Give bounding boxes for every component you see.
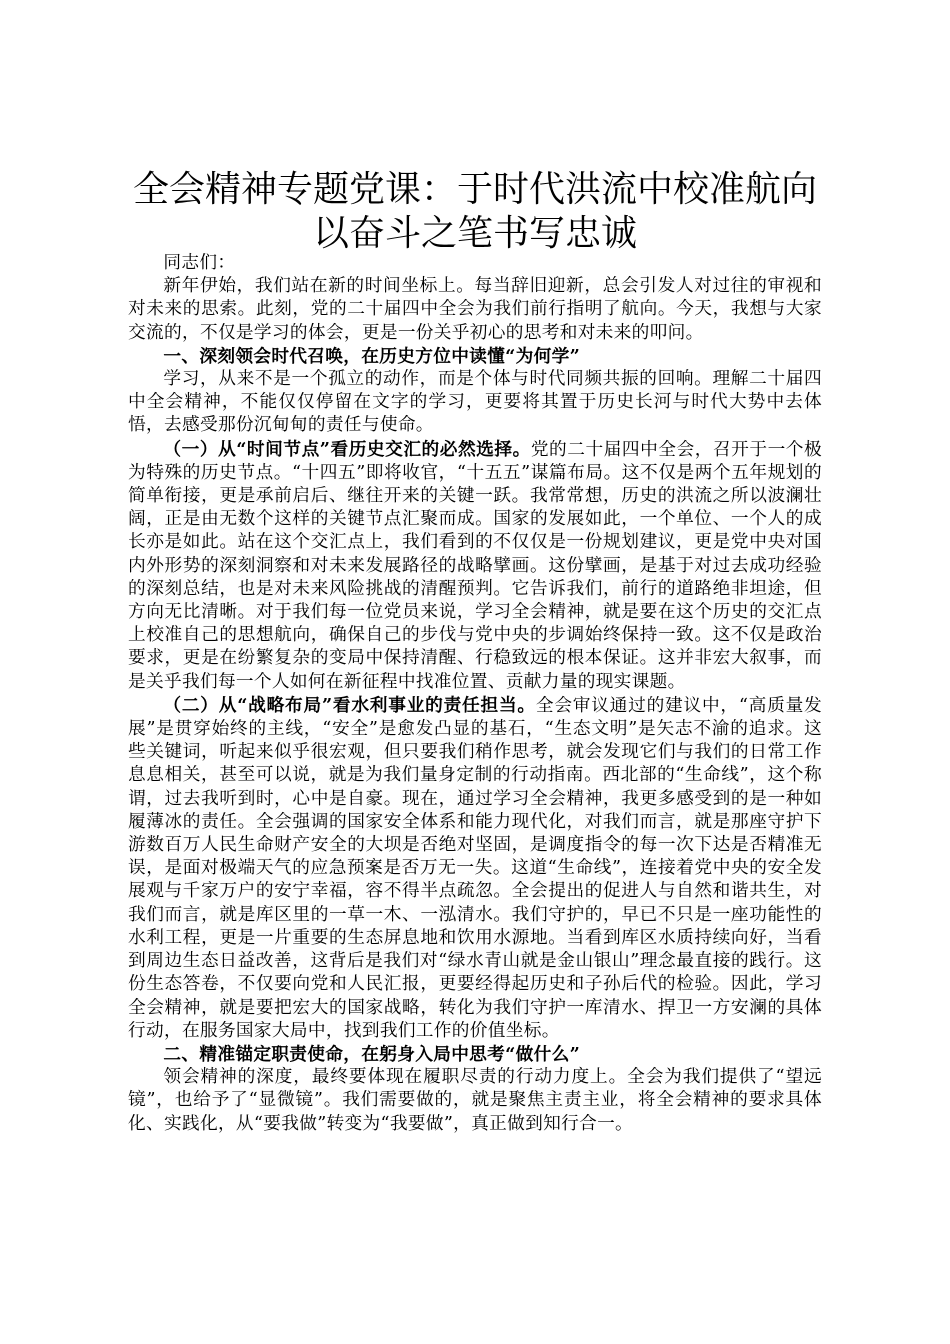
section-1-paragraph: 学习，从来不是一个孤立的动作，而是个体与时代同频共振的回响。理解二十届四中全会精神，不能仅仅停留在文字的学习，更要将其置于历史长河与时代大势中去体悟，去感受那份沉甸甸的责任与使命。: [128, 369, 822, 436]
document-title: [100, 168, 850, 256]
title-line-1: 全会精神专题党课：于时代洪流中校准航向: [132, 169, 817, 210]
document-body: [128, 252, 822, 1136]
subsection-1-paragraph: [128, 438, 822, 694]
section-heading-1: 一、深刻领会时代召唤，在历史方位中读懂“为何学”: [163, 345, 581, 367]
intro-paragraph: 新年伊始，我们站在新的时间坐标上。每当辞旧迎新，总会引发人对过往的审视和对未来的思索。此刻，党的二十届四中全会为我们前行指明了航向。今天，我想与大家交流的，不仅是学习的体会，更是一份关乎初心的思考和对未来的叩问。: [128, 276, 822, 343]
subsection-2-paragraph: [128, 694, 822, 1043]
subsection-2-text: 全会审议通过的建议中，“高质量发展”是贯穿始终的主线，“安全”是愈发凸显的基石，“生态文明”是矢志不渝的追求。这些关键词，听起来似乎很宏观，但只要我们稍作思考，就会发现它们与我们的日常工作息息相关，甚至可以说，就是为我们量身定制的行动指南。西北部的“生命线”，这个称谓，过去我听到时，心中是自豪。现在，通过学习全会精神，我更多感受到的是一种如履薄冰的责任。全会强调的国家安全体系和能力现代化，对我们而言，就是那座守护下游数百万人民生命财产安全的大坝是否绝对坚固，是调度指令的每一次下达是否精准无误，是面对极端天气的应急预案是否万无一失。这道“生命线”，连接着党中央的安全发展观与千家万户的安宁幸福，容不得半点疏忽。全会提出的促进人与自然和谐共生，对我们而言，就是库区里的一草一木、一泓清水。我们守护的，早已不只是一座功能性的水利工程，更是一片重要的生态屏息地和饮用水源地。当看到库区水质持续向好，当看到周边生态日益改善，这背后是我们对“绿水青山就是金山银山”理念最直接的践行。这份生态答卷，不仅要向党和人民汇报，更要经得起历史和子孙后代的检验。因此，学习全会精神，就是要把宏大的国家战略，转化为我们守护一库清水、捍卫一方安澜的具体行动，在服务国家大局中，找到我们工作的价值坐标。: [128, 695, 823, 1041]
subsection-1-text: 党的二十届四中全会，召开于一个极为特殊的历史节点。“十四五”即将收官，“十五五”谋篇布局。这不仅是两个五年规划的简单衔接，更是承前启后、继往开来的关键一跃。我常常想，历史的洪流之所以波澜壮阔，正是由无数个这样的关键节点汇聚而成。国家的发展如此，一个单位、一个人的成长亦是如此。站在这个交汇点上，我们看到的不仅仅是一份规划建议，更是党中央对国内外形势的深刻洞察和对未来发展路径的战略擘画。这份擘画，是基于对过去成功经验的深刻总结，也是对未来风险挑战的清醒预判。它告诉我们，前行的道路绝非坦途，但方向无比清晰。对于我们每一位党员来说，学习全会精神，就是要在这个历史的交汇点上校准自己的思想航向，确保自己的步伐与党中央的步调始终保持一致。这不仅是政治要求，更是在纷繁复杂的变局中保持清醒、行稳致远的根本保证。这并非宏大叙事，而是关乎我们每一个人如何在新征程中找准位置、贡献力量的现实课题。: [128, 439, 822, 692]
subsection-2-lead: （二）从“战略布局”看水利事业的责任担当。: [163, 694, 536, 716]
section-heading-2: 二、精准锚定职责使命，在躬身入局中思考“做什么”: [163, 1043, 581, 1065]
subsection-1-lead: （一）从“时间节点”看历史交汇的必然选择。: [163, 438, 531, 460]
salutation: 同志们：: [163, 253, 236, 273]
title-line-2: 以奋斗之笔书写忠诚: [312, 213, 637, 254]
section-2-paragraph: 领会精神的深度，最终要体现在履职尽责的行动力度上。全会为我们提供了“望远镜”，也给予了“显微镜”。我们需要做的，就是聚焦主责主业，将全会精神的要求具体化、实践化，从“要我做”转变为“我要做”，真正做到知行合一。: [128, 1067, 822, 1134]
